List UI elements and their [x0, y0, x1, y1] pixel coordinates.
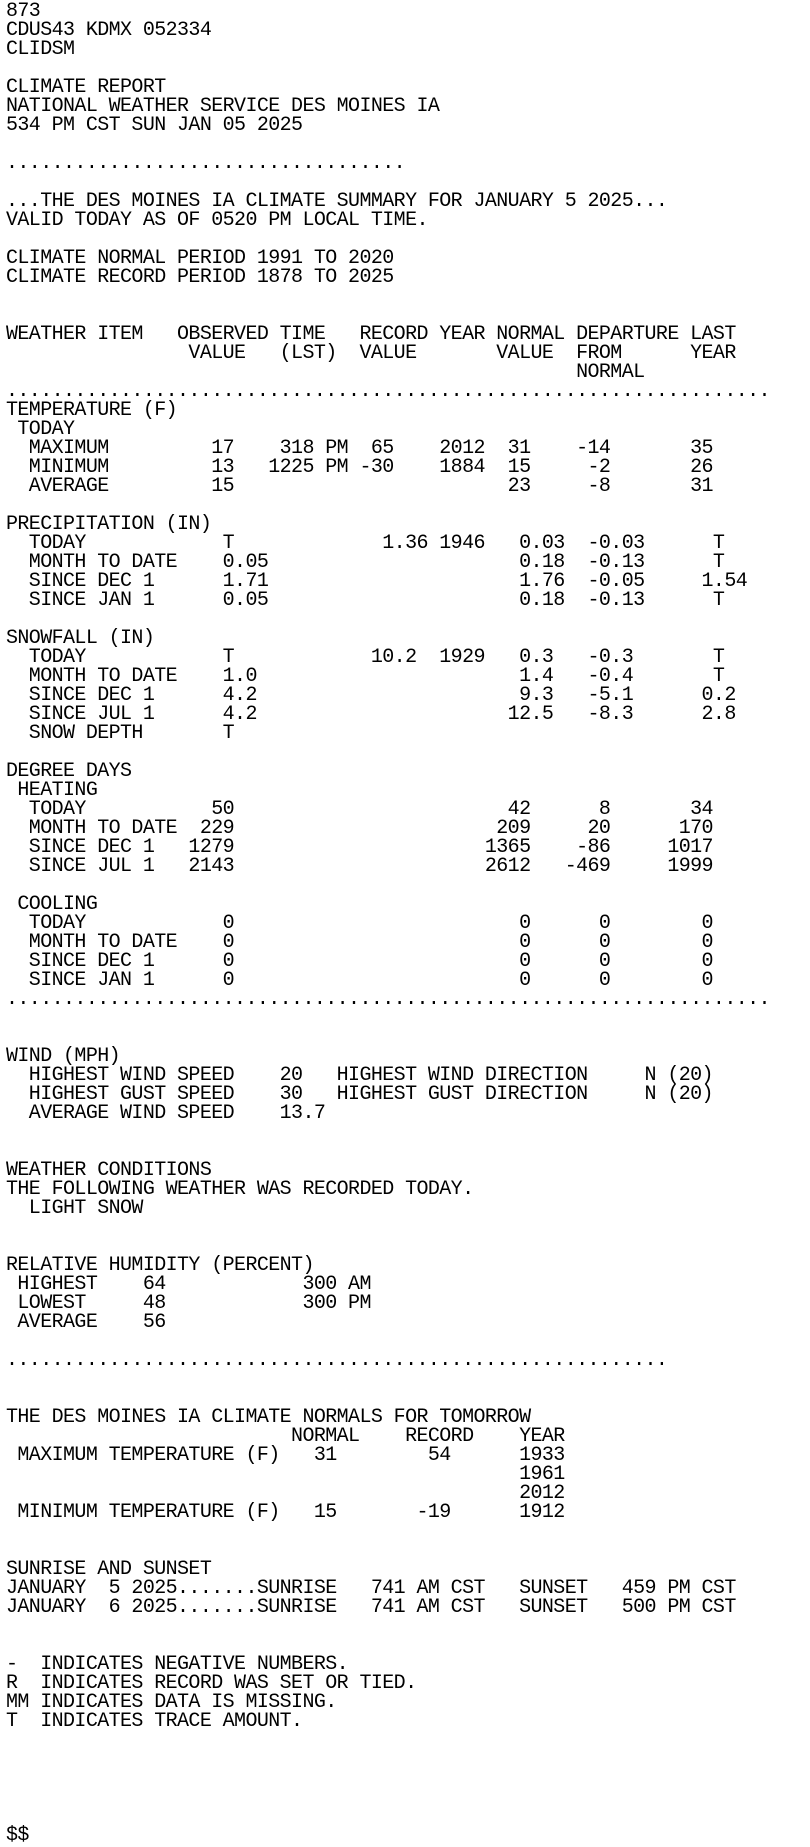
report-line [6, 1028, 770, 1047]
report-line: NORMAL [6, 361, 645, 384]
report-line: MAXIMUM 17 318 PM 65 2012 31 -14 35 [6, 437, 713, 460]
report-line: MONTH TO DATE 1.0 1.4 -0.4 T [6, 665, 725, 688]
report-line: TODAY T 10.2 1929 0.3 -0.3 T [6, 646, 725, 669]
report-line: ................................................................... [6, 380, 770, 403]
report-line: 1961 [6, 1463, 565, 1486]
report-line: PRECIPITATION (IN) [6, 513, 212, 536]
report-line: VALUE (LST) VALUE VALUE FROM YEAR [6, 342, 736, 365]
report-line: MINIMUM TEMPERATURE (F) 15 -19 1912 [6, 1501, 565, 1524]
report-line: NATIONAL WEATHER SERVICE DES MOINES IA [6, 95, 440, 118]
report-line: MONTH TO DATE 229 209 20 170 [6, 817, 713, 840]
report-line: THE FOLLOWING WEATHER WAS RECORDED TODAY. [6, 1178, 474, 1201]
report-line: MINIMUM 13 1225 PM -30 1884 15 -2 26 [6, 456, 713, 479]
report-line: 534 PM CST SUN JAN 05 2025 [6, 114, 303, 137]
report-line: .......................................................... [6, 1349, 668, 1372]
report-line: DEGREE DAYS [6, 760, 132, 783]
report-line: THE DES MOINES IA CLIMATE NORMALS FOR TOMORROW [6, 1406, 531, 1429]
report-line: $$ [6, 1824, 29, 1847]
report-line: ................................... [6, 152, 406, 175]
report-line: WIND (MPH) [6, 1045, 121, 1068]
report-line: AVERAGE WIND SPEED 13.7 [6, 1102, 326, 1125]
report-line: JANUARY 5 2025.......SUNRISE 741 AM CST SUNSET 459 PM CST [6, 1577, 736, 1600]
report-line: SNOW DEPTH T [6, 722, 235, 745]
report-line [6, 1769, 770, 1788]
report-line: COOLING [6, 893, 98, 916]
report-line: CLIMATE RECORD PERIOD 1878 TO 2025 [6, 266, 394, 289]
report-line: ................................................................... [6, 988, 770, 1011]
report-line: TODAY [6, 418, 75, 441]
report-line [6, 1807, 770, 1826]
report-line: HIGHEST GUST SPEED 30 HIGHEST GUST DIRECTION N (20) [6, 1083, 713, 1106]
report-line: AVERAGE 56 [6, 1311, 166, 1334]
report-line: CDUS43 KDMX 052334 [6, 19, 212, 42]
report-line: CLIMATE NORMAL PERIOD 1991 TO 2020 [6, 247, 394, 270]
report-line: SINCE DEC 1 0 0 0 0 [6, 950, 713, 973]
report-line: TODAY 0 0 0 0 [6, 912, 713, 935]
report-line: ...THE DES MOINES IA CLIMATE SUMMARY FOR JANUARY 5 2025... [6, 190, 668, 213]
report-line: SUNRISE AND SUNSET [6, 1558, 212, 1581]
report-line: SINCE DEC 1 1.71 1.76 -0.05 1.54 [6, 570, 748, 593]
report-line: VALID TODAY AS OF 0520 PM LOCAL TIME. [6, 209, 428, 232]
report-line [6, 1788, 770, 1807]
report-line [6, 876, 770, 895]
report-line: 2012 [6, 1482, 565, 1505]
report-line: HEATING [6, 779, 98, 802]
report-line: TEMPERATURE (F) [6, 399, 178, 422]
report-line: MM INDICATES DATA IS MISSING. [6, 1691, 337, 1714]
report-line [6, 1009, 770, 1028]
report-line: WEATHER CONDITIONS [6, 1159, 212, 1182]
report-line [6, 1750, 770, 1769]
report-line: SINCE JAN 1 0.05 0.18 -0.13 T [6, 589, 725, 612]
report-line: HIGHEST WIND SPEED 20 HIGHEST WIND DIRECTION N (20) [6, 1064, 713, 1087]
report-line: MONTH TO DATE 0 0 0 0 [6, 931, 713, 954]
report-line [6, 1731, 770, 1750]
report-line: LIGHT SNOW [6, 1197, 143, 1220]
report-line: SINCE DEC 1 1279 1365 -86 1017 [6, 836, 713, 859]
climate-report-text [6, 2, 770, 1845]
report-line: SINCE JAN 1 0 0 0 0 [6, 969, 713, 992]
report-line: JANUARY 6 2025.......SUNRISE 741 AM CST SUNSET 500 PM CST [6, 1596, 736, 1619]
report-line: - INDICATES NEGATIVE NUMBERS. [6, 1653, 349, 1676]
report-line [6, 1617, 770, 1636]
report-line: SINCE JUL 1 4.2 12.5 -8.3 2.8 [6, 703, 736, 726]
report-line: AVERAGE 15 23 -8 31 [6, 475, 713, 498]
report-line: RELATIVE HUMIDITY (PERCENT) [6, 1254, 314, 1277]
report-line [6, 1522, 770, 1541]
report-line: HIGHEST 64 300 AM [6, 1273, 371, 1296]
report-line [6, 1123, 770, 1142]
report-line: TODAY 50 42 8 34 [6, 798, 713, 821]
report-line: WEATHER ITEM OBSERVED TIME RECORD YEAR NORMAL DEPARTURE LAST [6, 323, 736, 346]
report-line: SINCE JUL 1 2143 2612 -469 1999 [6, 855, 713, 878]
report-line [6, 1370, 770, 1389]
report-line: 873 [6, 0, 41, 23]
report-line [6, 287, 770, 306]
report-line: SINCE DEC 1 4.2 9.3 -5.1 0.2 [6, 684, 736, 707]
report-line: NORMAL RECORD YEAR [6, 1425, 565, 1448]
report-line: LOWEST 48 300 PM [6, 1292, 371, 1315]
report-line: CLIMATE REPORT [6, 76, 166, 99]
report-line: CLIDSM [6, 38, 75, 61]
report-line: SNOWFALL (IN) [6, 627, 155, 650]
report-line: MONTH TO DATE 0.05 0.18 -0.13 T [6, 551, 725, 574]
report-line: TODAY T 1.36 1946 0.03 -0.03 T [6, 532, 725, 555]
report-line [6, 1218, 770, 1237]
report-line: R INDICATES RECORD WAS SET OR TIED. [6, 1672, 417, 1695]
report-line: T INDICATES TRACE AMOUNT. [6, 1710, 303, 1733]
report-line: MAXIMUM TEMPERATURE (F) 31 54 1933 [6, 1444, 565, 1467]
